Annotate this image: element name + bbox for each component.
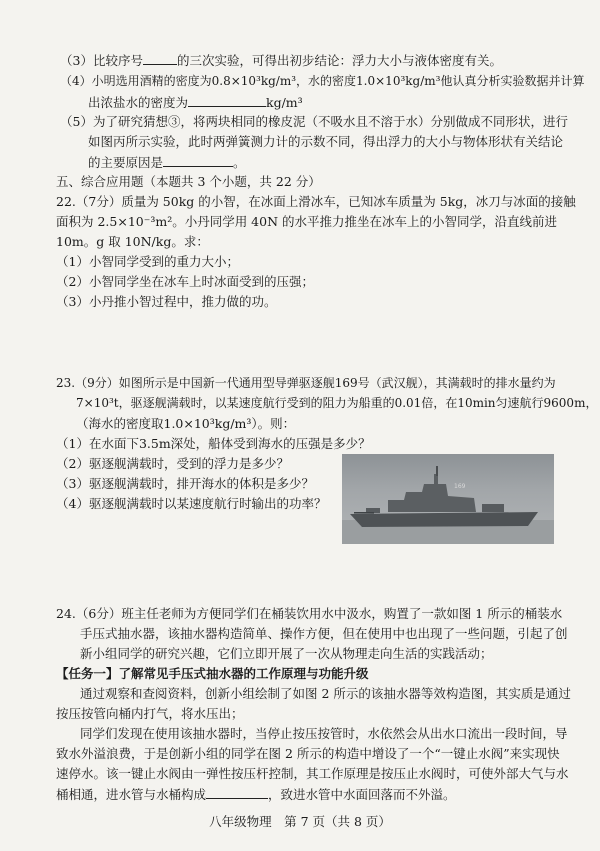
q24-para2-line4 <box>56 786 456 802</box>
q24-line1: 24.（6分）班主任老师为方便同学们在桶装饮用水中汲水，购置了一款如图 1 所示的桶装水 <box>56 606 563 621</box>
q24-line2: 手压式抽水器，该抽水器构造简单、操作方便，但在使用中也出现了一些问题，引起了创 <box>80 626 568 641</box>
section-heading: 五、综合应用题（本题共 3 个小题，共 22 分） <box>56 174 321 189</box>
hull-number: 169 <box>454 483 466 490</box>
q22-sub1: （1）小智同学受到的重力大小； <box>56 254 239 269</box>
q24-para2-text-a: 桶相通，进水管与水桶构成 <box>56 787 207 802</box>
q21-part3-line <box>60 52 502 68</box>
q23-line2: 7×10³t，驱逐舰满载时，以某速度航行受到的阻力为船重的0.01倍，在10min匀速航行9600m， <box>76 396 598 410</box>
q24-para1-line2: 按压按管向桶内打气，将水压出； <box>56 706 244 721</box>
q24-para2-line3: 速停水。该一键止水阀由一弹性按压杆控制，其工作原理是按压止水阀时，可使外部大气与水 <box>56 766 569 781</box>
q21-part4-line1: （4）小明选用酒精的密度为0.8×10³kg/m³，水的密度1.0×10³kg/m³他认真分析实验数据并计算 <box>60 74 585 88</box>
q24-para2-text-b: ，致进水管中水面回落而不外溢。 <box>268 787 456 802</box>
q21-part4-unit: kg/m³ <box>266 95 303 110</box>
q23-sub4: （4）驱逐舰满载时以某速度航行时输出的功率？ <box>56 496 327 511</box>
q22-line2: 面积为 2.5×10⁻³m²。小丹同学用 40N 的水平推力推坐在冰车上的小智同学，沿直线前进 <box>56 214 557 229</box>
q22-line3: 10m。g 取 10N/kg。求： <box>56 234 209 249</box>
q22-sub3: （3）小丹推小智过程中，推力做的功。 <box>56 294 277 309</box>
q21-part5-line3 <box>88 154 246 170</box>
q24-line3: 新小组同学的研究兴趣，它们立即开展了一次从物理走向生活的实践活动； <box>80 646 493 661</box>
q21-part3-text-b: 的三次实验，可得出初步结论：浮力大小与液体密度有关。 <box>176 53 502 68</box>
q22-line1: 22.（7分）质量为 50kg 的小智，在冰面上滑冰车，已知冰车质量为 5kg，冰刀与冰面的接触 <box>56 194 576 209</box>
q24-para2-line1: 同学们发现在使用该抽水器时，当停止按压按管时，水依然会从出水口流出一段时间，导 <box>80 726 568 741</box>
q23-line1: 23.（9分）如图所示是中国新一代通用型导弹驱逐舰169号（武汉舰），其满载时的排水量约为 <box>56 376 556 390</box>
answer-blank <box>206 786 268 799</box>
q23-line3: （海水的密度取1.0×10³kg/m³）。则： <box>76 416 296 431</box>
answer-blank <box>163 154 233 167</box>
answer-blank <box>143 52 177 65</box>
q23-sub1: （1）在水面下3.5m深处，船体受到海水的压强是多少？ <box>56 436 371 451</box>
page-footer: 八年级物理 第 7 页（共 8 页） <box>209 814 391 829</box>
task-title: 【任务一】了解常见手压式抽水器的工作原理与功能升级 <box>56 666 369 681</box>
q21-part5-text: 的主要原因是 <box>88 155 164 170</box>
q21-part5-line2: 如图丙所示实验，此时两弹簧测力计的示数不同，得出浮力的大小与物体形状有关结论 <box>88 134 564 149</box>
q21-part3-text-a: （3）比较序号 <box>60 53 143 68</box>
destroyer-photo <box>342 454 554 544</box>
q21-part4-line2 <box>88 94 303 110</box>
answer-blank <box>188 94 266 107</box>
q21-part5-line1: （5）为了研究猜想③，将两块相同的橡皮泥（不吸水且不溶于水）分别做成不同形状，进行 <box>60 114 568 129</box>
q23-sub2: （2）驱逐舰满载时，受到的浮力是多少？ <box>56 456 289 471</box>
destroyer-ship-icon <box>342 454 554 544</box>
q24-para2-line2: 致水外溢浪费，于是创新小组的同学在图 2 所示的构造中增设了一个“一键止水阀”来实现快 <box>56 746 560 761</box>
q21-part5-end: 。 <box>233 155 246 170</box>
q21-part4-text: 出浓盐水的密度为 <box>88 95 189 110</box>
q22-sub2: （2）小智同学坐在冰车上时冰面受到的压强； <box>56 274 314 289</box>
q23-sub3: （3）驱逐舰满载时，排开海水的体积是多少？ <box>56 476 314 491</box>
q24-para1-line1: 通过观察和查阅资料，创新小组绘制了如图 2 所示的该抽水器等效构造图，其实质是通过 <box>80 686 571 701</box>
